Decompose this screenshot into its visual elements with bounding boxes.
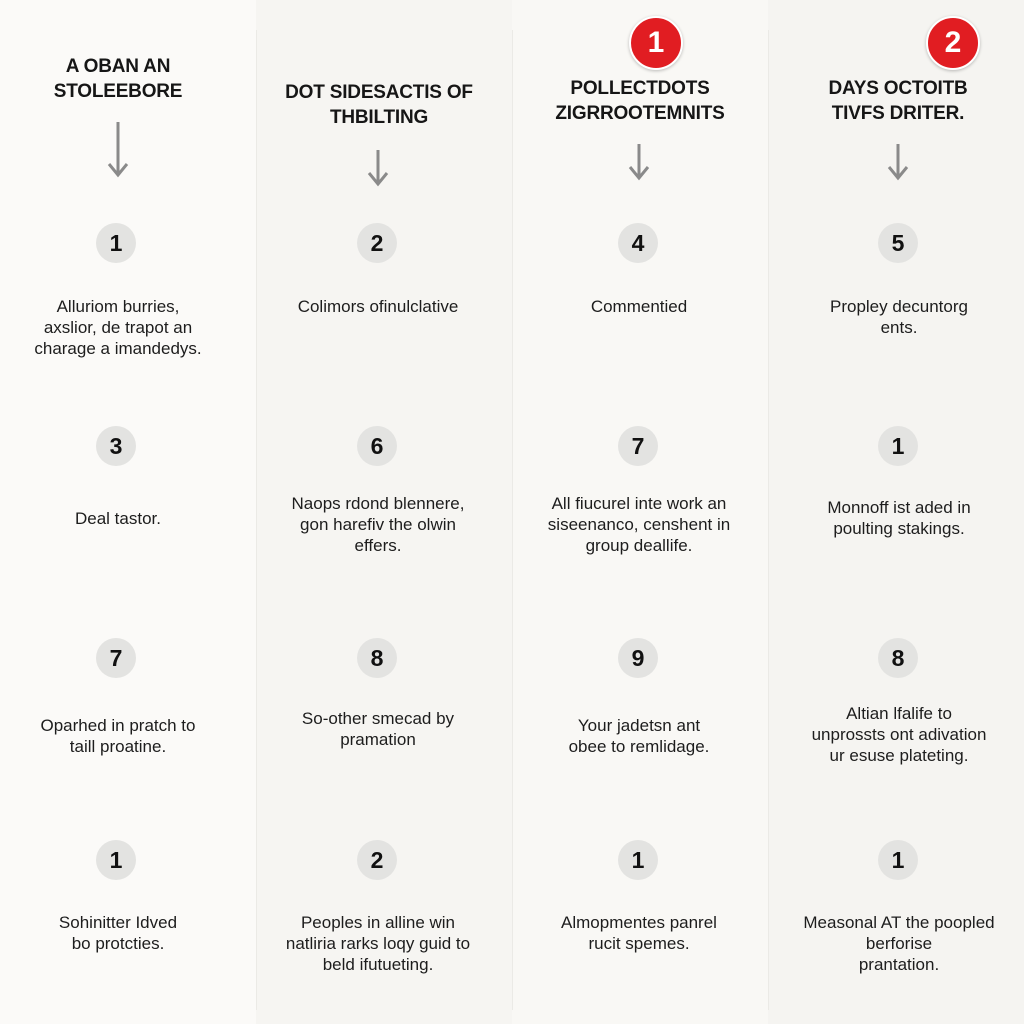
step-description-line: pramation [340, 730, 416, 749]
step-number: 8 [357, 638, 397, 678]
column-divider [256, 30, 257, 1010]
step-description [260, 493, 496, 556]
step-description-line: Sohinitter Idved [58, 913, 178, 932]
step-number: 4 [618, 223, 658, 263]
step-description-line: rucit spemes. [588, 934, 690, 953]
column-3-header [520, 76, 760, 126]
step-description-line: Your jadetsn ant [577, 716, 701, 735]
step-description-line: Alluriom burries, [56, 297, 180, 316]
column-4-header [778, 76, 1018, 126]
column-4-step-badge: 2 [926, 16, 980, 70]
step-description-line: ents. [880, 318, 918, 337]
step-description-line: group deallife. [585, 536, 693, 555]
step-description [0, 715, 236, 757]
arrow-down-icon [627, 142, 651, 182]
step-description-line: gon harefiv the olwin [300, 515, 456, 534]
step-number: 1 [878, 840, 918, 880]
step-description [260, 912, 496, 975]
arrow-down-icon [886, 142, 910, 182]
step-description-line: So-other smecad by [301, 709, 455, 728]
column-3-step-badge: 1 [629, 16, 683, 70]
step-description [781, 912, 1017, 975]
step-description-line: Peoples in alline win [300, 913, 456, 932]
step-description-line: Deal tastor. [75, 509, 161, 528]
column-divider [512, 30, 513, 1010]
step-description [0, 296, 236, 359]
step-description [781, 296, 1017, 338]
column-divider [768, 30, 769, 1010]
step-number: 9 [618, 638, 658, 678]
step-description-line: poulting stakings. [833, 519, 965, 538]
step-description-line: taill proatine. [69, 737, 167, 756]
step-description-line: Propley decuntorg [830, 297, 968, 316]
step-description-line: bo protcties. [71, 934, 165, 953]
step-description-line: ur esuse plateting. [829, 746, 969, 765]
step-description [521, 493, 757, 556]
step-number: 1 [878, 426, 918, 466]
step-description [260, 296, 496, 317]
step-description-line: axslior, de trapot an [43, 318, 193, 337]
step-description-line: Monnoff ist aded in [827, 498, 971, 517]
arrow-down-icon [366, 148, 390, 188]
step-description-line: siseenanco, censhent in [547, 515, 731, 534]
step-number: 8 [878, 638, 918, 678]
column-4-header-line-2: TIVFS DRITER. [831, 103, 965, 124]
step-number: 2 [357, 840, 397, 880]
step-number: 1 [618, 840, 658, 880]
column-1-header [0, 54, 238, 104]
column-2-header-line-1: DOT SIDESACTIS OF [285, 82, 473, 103]
step-description-line: Commentied [590, 297, 688, 316]
step-description-line: Almopmentes panrel [561, 913, 717, 932]
arrow-down-icon [106, 120, 130, 180]
step-description-line: Oparhed in pratch to [40, 716, 196, 735]
column-2-header-line-2: THBILTING [329, 107, 429, 128]
step-number: 7 [96, 638, 136, 678]
step-number: 6 [357, 426, 397, 466]
step-number: 3 [96, 426, 136, 466]
step-description [781, 703, 1017, 766]
step-description-line: natliria rarks loqy guid to [285, 934, 471, 953]
step-description [0, 912, 236, 954]
step-description [260, 708, 496, 750]
step-description-line: Naops rdond blennere, [291, 494, 465, 513]
step-number: 5 [878, 223, 918, 263]
step-description [521, 296, 757, 317]
step-number: 1 [96, 223, 136, 263]
step-description-line: unprossts ont adivation [811, 725, 987, 744]
column-1-header-line-2: STOLEEBORE [53, 81, 183, 102]
step-description-line: berforise [865, 934, 933, 953]
step-description-line: Altian lfalife to [846, 704, 952, 723]
column-3-header-line-2: ZIGRROOTEMNITS [555, 103, 725, 124]
step-description [521, 912, 757, 954]
column-3-header-line-1: POLLECTDOTS [570, 78, 710, 99]
step-description-line: Measonal AT the poopled [803, 913, 995, 932]
step-description [0, 508, 236, 529]
step-number: 1 [96, 840, 136, 880]
step-description-line: effers. [354, 536, 402, 555]
step-description-line: obee to remlidage. [568, 737, 710, 756]
column-1-header-line-1: A OBAN AN [65, 56, 171, 77]
column-2-header [259, 80, 499, 130]
step-number: 7 [618, 426, 658, 466]
step-description-line: charage a imandedys. [34, 339, 202, 358]
step-description [781, 497, 1017, 539]
step-description-line: prantation. [858, 955, 940, 974]
step-description-line: beld ifutueting. [322, 955, 434, 974]
step-number: 2 [357, 223, 397, 263]
step-description-line: Colimors ofinulclative [297, 297, 459, 316]
step-description-line: All fiucurel inte work an [551, 494, 727, 513]
column-4-header-line-1: DAYS OCTOITB [828, 78, 968, 99]
step-description [521, 715, 757, 757]
